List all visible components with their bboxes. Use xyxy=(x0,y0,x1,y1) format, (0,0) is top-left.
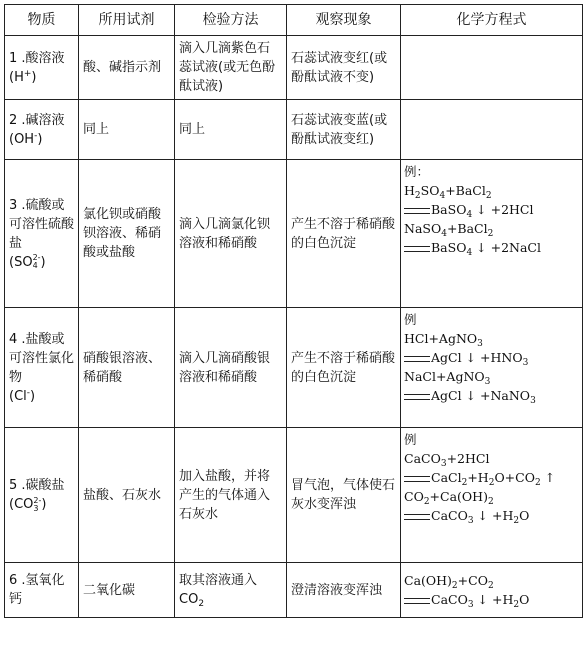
method-text: 加入盐酸，并将产生的气体通入石灰水 xyxy=(179,468,271,522)
table-row xyxy=(5,308,583,428)
table-row xyxy=(5,428,583,563)
equation-line: $H_2SO_4+BaCl_2$ xyxy=(404,183,492,201)
reagent-cell xyxy=(79,563,175,618)
header-row xyxy=(5,5,583,36)
observation-cell xyxy=(287,563,401,618)
method-text: 取其溶液通入$CO_2$ xyxy=(179,573,258,609)
reagent-text: 二氧化碳 xyxy=(83,582,136,598)
equation-line: NaCl+AgNO$_3$ xyxy=(404,369,491,387)
method-cell xyxy=(175,563,287,618)
equation-line: AgCl ↓ $+HNO_3$ xyxy=(404,348,579,367)
equation-line: CaCO$_3$ ↓ $+H_2O$ xyxy=(404,506,579,525)
reagent-table xyxy=(4,4,583,618)
equation-line: BaSO$_4$ ↓ +2HCl xyxy=(404,200,579,219)
observation-cell xyxy=(287,308,401,428)
observation-text: 产生不溶于稀硝酸的白色沉淀 xyxy=(291,350,396,385)
reagent-cell xyxy=(79,36,175,100)
ion-formula: (CO 2- 3 ) xyxy=(9,495,47,513)
observation-text: 澄清溶液变浑浊 xyxy=(291,582,383,598)
observation-cell xyxy=(287,100,401,160)
method-text: 滴入几滴紫色石蕊试液(或无色酚酞试液) xyxy=(179,41,276,94)
reagent-text: 盐酸、石灰水 xyxy=(83,487,162,503)
equation-line: NaSO$_4$+BaCl$_2$ xyxy=(404,221,494,239)
equation-cell xyxy=(401,563,583,618)
ion-formula: (H+) xyxy=(9,68,37,85)
observation-cell xyxy=(287,160,401,308)
header-observation: 观察现象 xyxy=(287,5,401,36)
equation-line: CaCO$_3$ ↓ $+H_2O$ xyxy=(404,590,579,609)
ion-formula: (Cl-) xyxy=(9,387,36,404)
reagent-text: 氯化钡或硝酸钡溶液、稀硝酸或盐酸 xyxy=(83,207,162,260)
equation-line: HCl+AgNO$_3$ xyxy=(404,331,483,349)
substance-cell xyxy=(5,100,79,160)
method-cell xyxy=(175,428,287,563)
observation-text: 冒气泡，气体使石灰水变浑浊 xyxy=(291,478,396,512)
ion-formula: (SO 2- 4 ) xyxy=(9,253,46,270)
substance-name: 6 .氢氧化钙 xyxy=(9,573,65,607)
header-method: 检验方法 xyxy=(175,5,287,36)
observation-cell xyxy=(287,428,401,563)
table-row xyxy=(5,160,583,308)
equation-cell xyxy=(401,100,583,160)
method-text: 滴入几滴硝酸银溶液和稀硝酸 xyxy=(179,350,271,385)
substance-name: 3 .硫酸或可溶性硫酸盐 xyxy=(9,197,75,251)
substance-name: 4 .盐酸或可溶性氯化物 xyxy=(9,331,75,385)
example-label: 例： xyxy=(404,164,430,179)
reagent-cell xyxy=(79,100,175,160)
reagent-text: 酸、碱指示剂 xyxy=(83,60,162,75)
equation-line: $CO_2+Ca(OH)_2$ xyxy=(404,489,494,507)
equation-cell xyxy=(401,308,583,428)
method-cell xyxy=(175,36,287,100)
table-row xyxy=(5,563,583,618)
reagent-text: 硝酸银溶液、稀硝酸 xyxy=(83,350,162,385)
observation-text: 石蕊试液变蓝(或酚酞试液变红) xyxy=(291,112,388,147)
ion-formula: (OH-) xyxy=(9,130,43,147)
table-body xyxy=(5,36,583,618)
equation-cell xyxy=(401,160,583,308)
observation-cell xyxy=(287,36,401,100)
substance-cell xyxy=(5,563,79,618)
example-label: 例 xyxy=(404,312,417,327)
method-cell xyxy=(175,160,287,308)
method-cell xyxy=(175,100,287,160)
equation-line: $Ca(OH)_2+CO_2$ xyxy=(404,573,494,591)
example-label: 例 xyxy=(404,432,417,447)
reagent-cell xyxy=(79,308,175,428)
table-row xyxy=(5,100,583,160)
equation-line: $CaCl_2+H_2O+CO_2$ ↑ xyxy=(404,468,579,487)
substance-name: 2 .碱溶液 xyxy=(9,112,65,128)
method-cell xyxy=(175,308,287,428)
method-text: 同上 xyxy=(179,122,206,137)
observation-text: 产生不溶于稀硝酸的白色沉淀 xyxy=(291,216,396,251)
reagent-cell xyxy=(79,160,175,308)
equation-cell xyxy=(401,428,583,563)
substance-cell xyxy=(5,308,79,428)
equation-cell xyxy=(401,36,583,100)
substance-name: 5 .碳酸盐 xyxy=(9,478,65,493)
header-reagent: 所用试剂 xyxy=(79,5,175,36)
substance-cell xyxy=(5,428,79,563)
header-equation: 化学方程式 xyxy=(401,5,583,36)
substance-cell xyxy=(5,36,79,100)
reagent-text: 同上 xyxy=(83,122,110,137)
method-text: 滴入几滴氯化钡溶液和稀硝酸 xyxy=(179,216,271,251)
table-row xyxy=(5,36,583,100)
substance-name: 1 .酸溶液 xyxy=(9,50,65,66)
reagent-cell xyxy=(79,428,175,563)
equation-line: CaCO$_3$+2HCl xyxy=(404,451,490,469)
substance-cell xyxy=(5,160,79,308)
equation-line: AgCl ↓ +NaNO$_3$ xyxy=(404,386,579,405)
observation-text: 石蕊试液变红(或酚酞试液不变) xyxy=(291,50,388,85)
header-substance: 物质 xyxy=(5,5,79,36)
equation-line: BaSO$_4$ ↓ +2NaCl xyxy=(404,238,579,257)
